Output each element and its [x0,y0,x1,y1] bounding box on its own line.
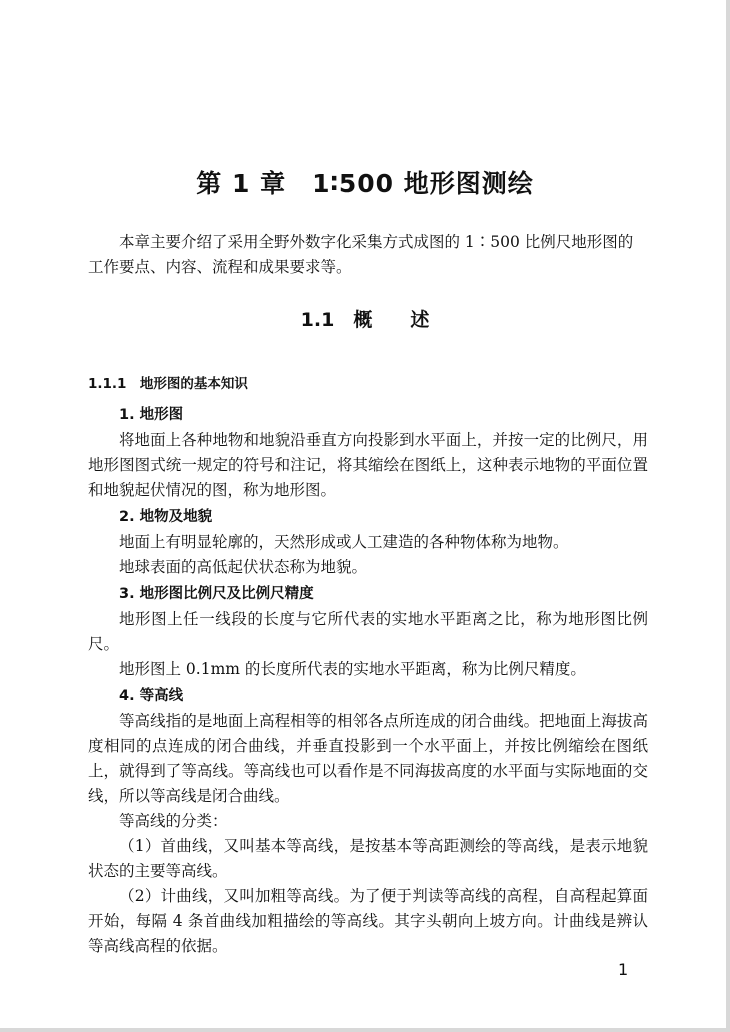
paragraph: 等高线的分类： [119,812,228,830]
paragraph: （2）计曲线，又叫加粗等高线。为了便于判读等高线的高程，自高程起算面开始，每隔 4 条首曲线加粗描绘的等高线。其字头朝向上坡方向。计曲线是辨认等高线高程的依据。 [88,887,648,955]
page-shadow-bottom [0,1028,730,1032]
page-shadow-right [726,0,730,1032]
paragraph: 地形图上任一线段的长度与它所代表的实地水平距离之比，称为地形图比例尺。 [88,610,648,653]
paragraph: 地球表面的高低起伏状态称为地貌。 [119,558,368,576]
heading-map-scale: 3. 地形图比例尺及比例尺精度 [119,586,314,602]
paragraph: 地面上有明显轮廓的，天然形成或人工建造的各种物体称为地物。 [119,533,569,551]
heading-contour-lines: 4. 等高线 [119,688,184,704]
paragraph: （1）首曲线，又叫基本等高线，是按基本等高距测绘的等高线，是表示地貌状态的主要等高线。 [88,837,648,880]
heading-features-and-relief: 2. 地物及地貌 [119,509,213,525]
subsection-title: 1.1.1 地形图的基本知识 [88,376,248,392]
section-title: 1.1 概 述 [300,309,430,331]
paragraph: 地形图上 0.1mm 的长度所代表的实地水平距离，称为比例尺精度。 [119,660,586,678]
paragraph: 将地面上各种地物和地貌沿垂直方向投影到水平面上，并按一定的比例尺，用地形图图式统一规定的符号和注记，将其缩绘在图纸上，这种表示地物的平面位置和地貌起伏情况的图，称为地形图。 [88,431,648,499]
chapter-title: 第 1 章 1∶500 地形图测绘 [196,169,534,198]
body-content [88,401,648,959]
paragraph: 等高线指的是地面上高程相等的相邻各点所连成的闭合曲线。把地面上海拔高度相同的点连成的闭合曲线，并垂直投影到一个水平面上，并按比例缩绘在图纸上，就得到了等高线。等高线也可以看作是不同海拔高度的水平面与实际地面的交线，所以等高线是闭合曲线。 [88,712,648,805]
chapter-intro: 本章主要介绍了采用全野外数字化采集方式成图的 1∶500 比例尺地形图的工作要点、内容、流程和成果要求等。 [88,233,634,276]
heading-topographic-map: 1. 地形图 [119,407,184,423]
page-number: 1 [618,960,629,979]
